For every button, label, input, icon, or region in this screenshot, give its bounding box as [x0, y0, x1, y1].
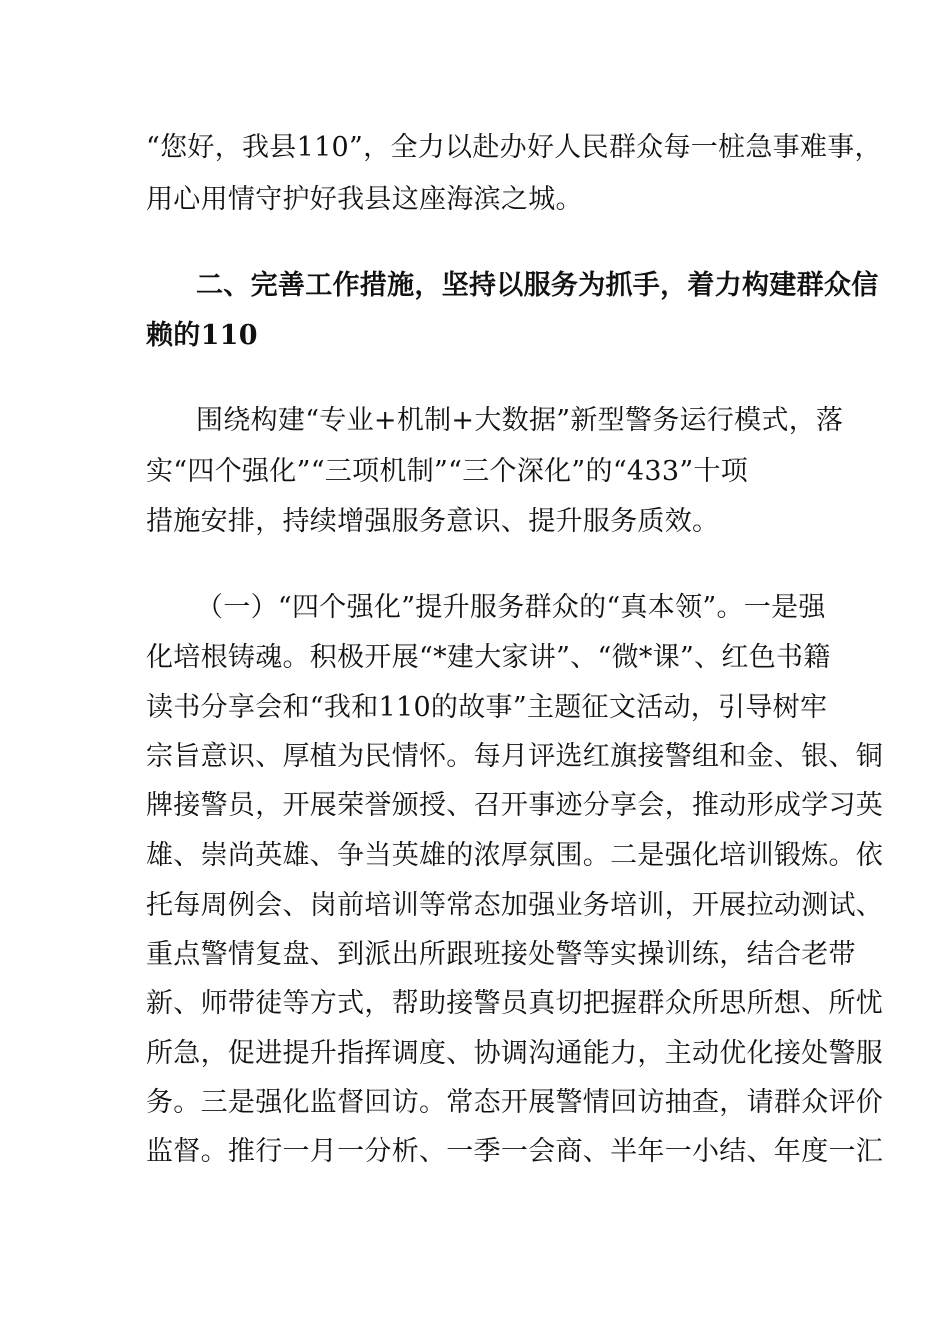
- paragraph-3-line-6: 雄、崇尚英雄、争当英雄的浓厚氛围。二是强化培训锻炼。依: [146, 840, 884, 871]
- paragraph-3-line-9: 新、师带徒等方式，帮助接警员真切把握群众所思所想、所忧: [146, 988, 884, 1019]
- paragraph-3-line-8: 重点警情复盘、到派出所跟班接处警等实操训练，结合老带: [146, 939, 856, 970]
- paragraph-3-line-10: 所急，促进提升指挥调度、协调沟通能力，主动优化接处警服: [146, 1038, 884, 1069]
- paragraph-2-line-2: 实“四个强化”“三项机制”“三个深化”的“433”十项: [146, 456, 749, 487]
- paragraph-1-line-1: “您好，我县110”，全力以赴办好人民群众每一桩急事难事，: [146, 132, 882, 163]
- paragraph-2-line-1: 围绕构建“专业+机制+大数据”新型警务运行模式，落: [196, 405, 844, 436]
- section-heading-line-1: 二、完善工作措施，坚持以服务为抓手，着力构建群众信: [196, 270, 879, 301]
- paragraph-3-line-11: 务。三是强化监督回访。常态开展警情回访抽查，请群众评价: [146, 1087, 884, 1118]
- paragraph-3-line-2: 化培根铸魂。积极开展“*建大家讲”、“微*课”、红色书籍: [146, 642, 831, 673]
- paragraph-1-line-2: 用心用情守护好我县这座海滨之城。: [146, 184, 583, 215]
- paragraph-3-line-7: 托每周例会、岗前培训等常态加强业务培训，开展拉动测试、: [146, 890, 884, 921]
- paragraph-3-line-5: 牌接警员，开展荣誉颁授、召开事迹分享会，推动形成学习英: [146, 790, 884, 821]
- paragraph-3-line-1: （一）“四个强化”提升服务群众的“真本领”。一是强: [196, 592, 826, 623]
- paragraph-3-line-4: 宗旨意识、厚植为民情怀。每月评选红旗接警组和金、银、铜: [146, 741, 884, 772]
- section-heading-line-2: 赖的110: [146, 320, 258, 351]
- paragraph-3-line-3: 读书分享会和“我和110的故事”主题征文活动，引导树牢: [146, 692, 828, 723]
- paragraph-3-line-12: 监督。推行一月一分析、一季一会商、半年一小结、年度一汇: [146, 1136, 884, 1167]
- paragraph-2-line-3: 措施安排，持续增强服务意识、提升服务质效。: [146, 506, 720, 537]
